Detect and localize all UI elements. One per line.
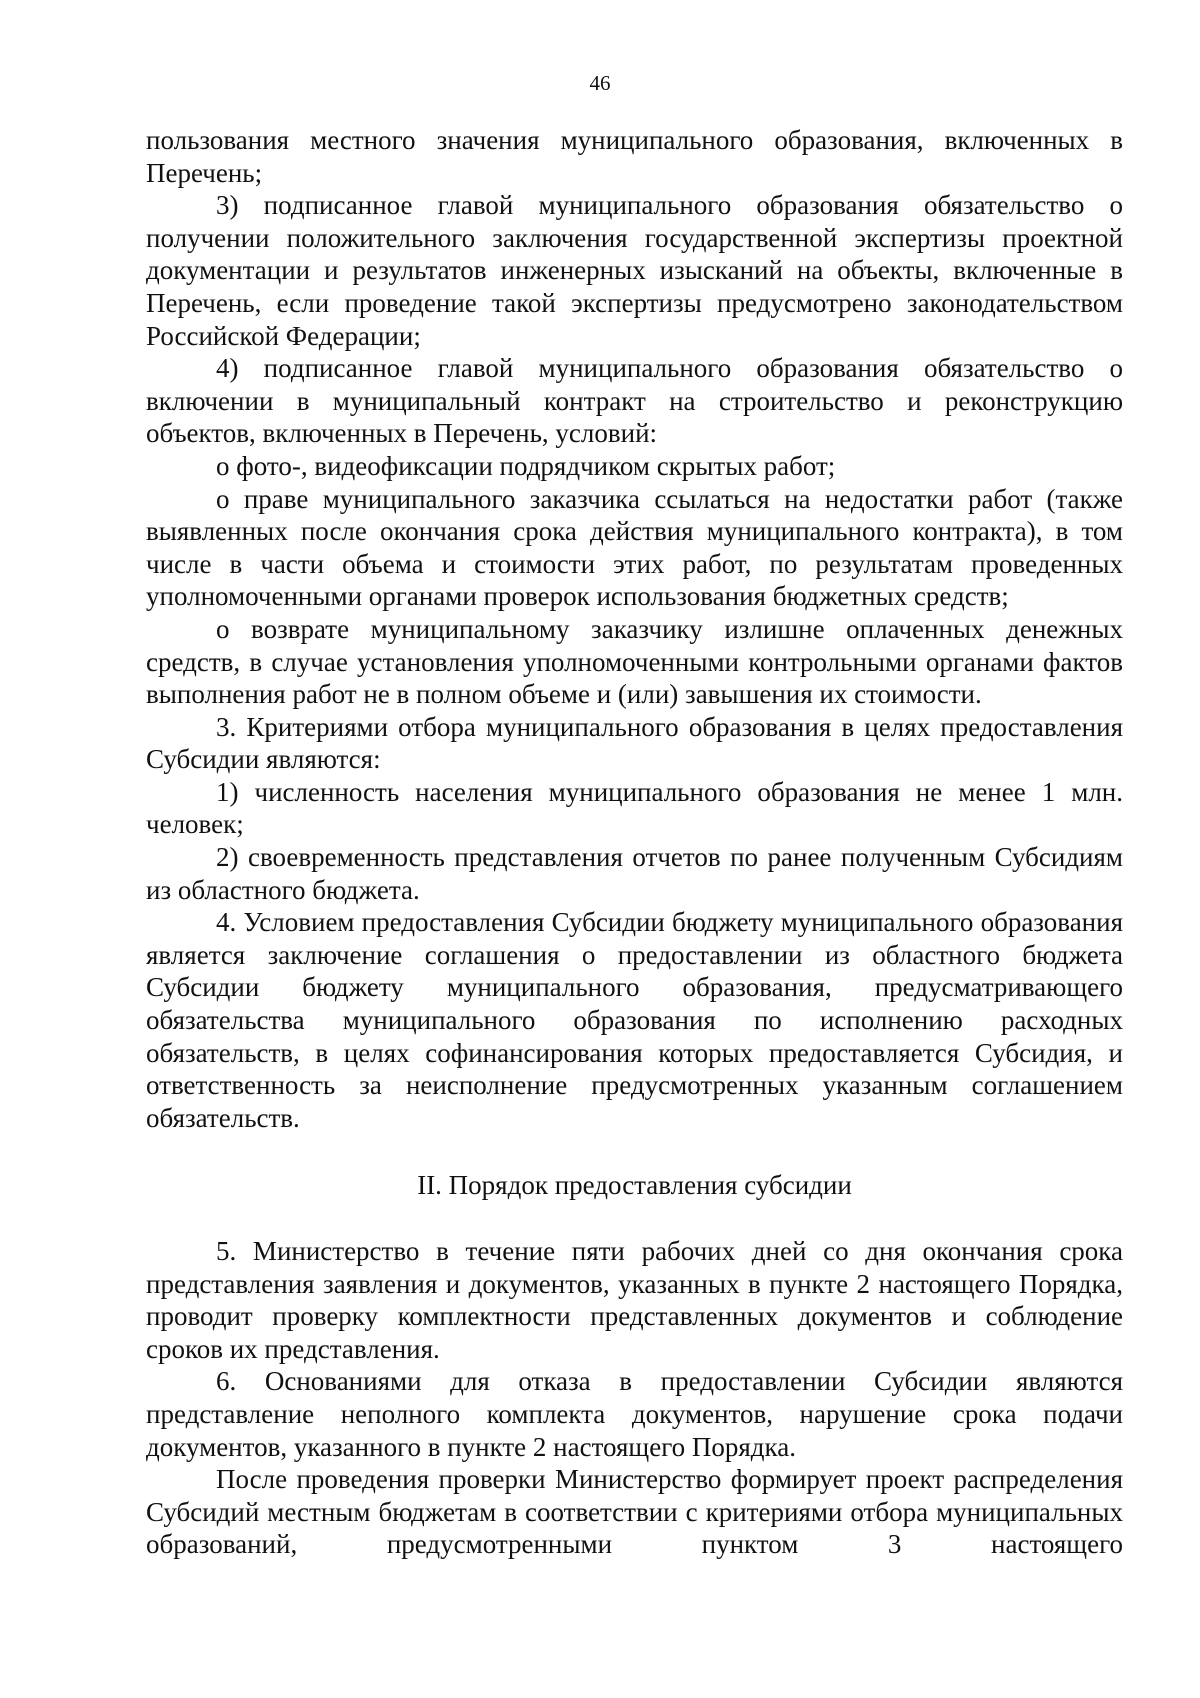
section-heading: II. Порядок предоставления субсидии (417, 1170, 852, 1200)
paragraph-criterion-1: 1) численность населения муниципального образования не менее 1 млн. человек; (146, 776, 1123, 840)
page-number: 46 (589, 71, 611, 95)
paragraph-criteria: 3. Критериями отбора муниципального образования в целях предоставления Субсидии являются: (146, 711, 1123, 775)
paragraph-item-3: 3) подписанное главой муниципального образования обязательство о получении положительного заключения государственной экспертизы проектной документации и результатов инженерных изысканий на объекты, включенные в Перечень, если проведение такой экспертизы предусмотрено законодательством Российской Федерации; (146, 190, 1123, 351)
paragraph-photo-fixation: о фото-, видеофиксации подрядчиком скрытых работ; (216, 450, 836, 481)
paragraph-condition: 4. Условием предоставления Субсидии бюджету муниципального образования является заключение соглашения о предоставлении из областного бюджета Субсидии бюджету муниципального образования, предусматривающего обязательства муниципального образования по исполнению расходных обязательств, в целях софинансирования которых предоставляется Субсидия, и ответственность за неисполнение предусмотренных указанным соглашением обязательств. (146, 907, 1123, 1133)
paragraph-refund: о возврате муниципальному заказчику излишне оплаченных денежных средств, в случае установления уполномоченными контрольными органами фактов выполнения работ не в полном объеме и (или) завышения их стоимости. (146, 613, 1123, 710)
paragraph-continuation: пользования местного значения муниципального образования, включенных в Перечень; (146, 125, 1123, 188)
paragraph-item-5: 5. Министерство в течение пяти рабочих дней со дня окончания срока представления заявления и документов, указанных в пункте 2 настоящего Порядка, проводит проверку комплектности представленных документов и соблюдение сроков их представления. (146, 1236, 1123, 1364)
paragraph-criterion-2: 2) своевременность представления отчетов по ранее полученным Субсидиям из областного бюджета. (146, 842, 1123, 905)
paragraph-item-4: 4) подписанное главой муниципального образования обязательство о включении в муниципальный контракт на строительство и реконструкцию объектов, включенных в Перечень, условий: (146, 353, 1123, 449)
paragraph-customer-right: о праве муниципального заказчика ссылаться на недостатки работ (также выявленных после окончания срока действия муниципального контракта), в том числе в части объема и стоимости этих работ, по результатам проведенных уполномоченными органами проверок использования бюджетных средств; (146, 483, 1123, 612)
document-body-top (146, 124, 1123, 1134)
paragraph-item-6: 6. Основаниями для отказа в предоставлении Субсидии являются представление неполного комплекта документов, нарушение срока подачи документов, указанного в пункте 2 настоящего Порядка. (146, 1366, 1123, 1462)
paragraph-after-check: После проведения проверки Министерство формирует проект распределения Субсидий местным бюджетам в соответствии с критериями отбора муниципальных образований, предусмотренными пунктом 3 настоящего (146, 1464, 1123, 1560)
document-body-bottom (146, 1235, 1123, 1561)
